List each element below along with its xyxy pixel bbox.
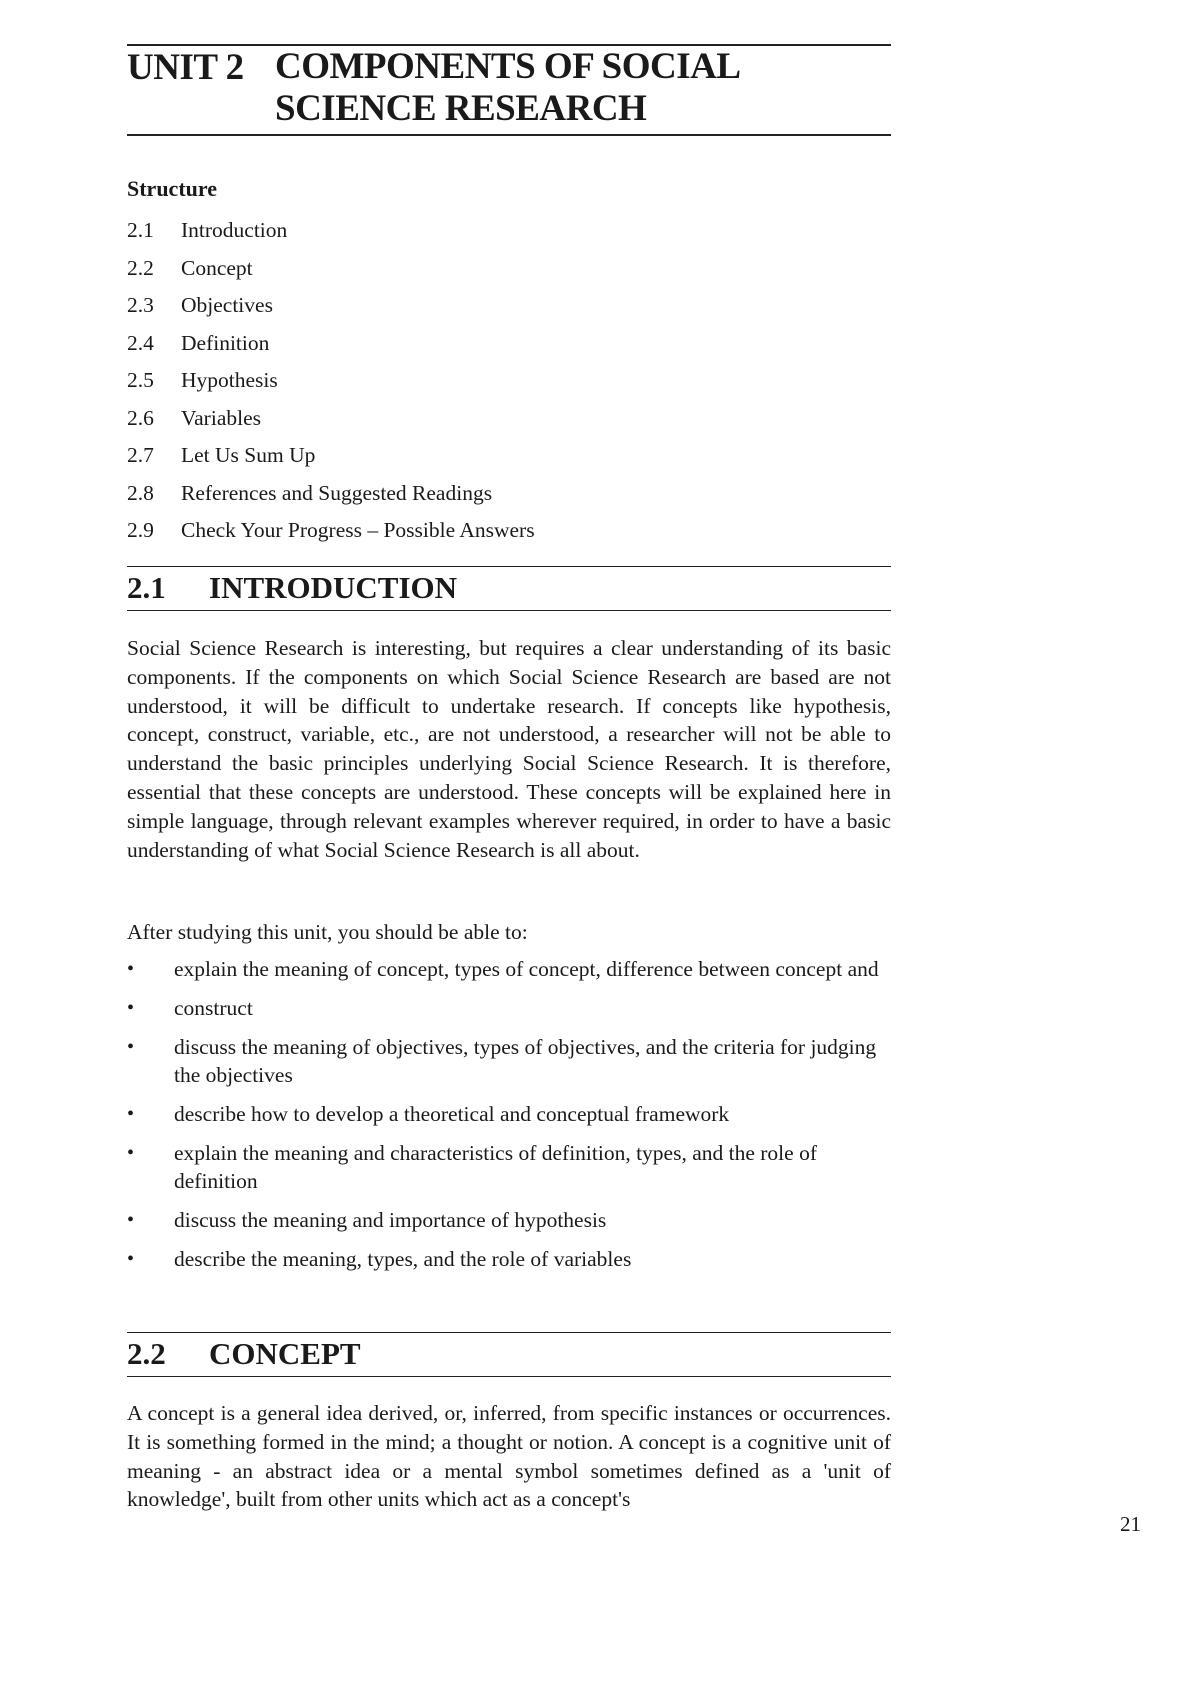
section-title: CONCEPT: [209, 1336, 361, 1371]
objective-text: explain the meaning of concept, types of concept, difference between concept and: [174, 957, 879, 981]
objective-item: [127, 1100, 891, 1128]
objective-item: [127, 1033, 891, 1089]
structure-item-number: 2.4: [127, 330, 154, 355]
bullet-icon: •: [127, 1036, 135, 1058]
title-bottom-rule: [127, 134, 891, 136]
bullet-icon: •: [127, 958, 135, 980]
objective-text: discuss the meaning and importance of hypothesis: [174, 1208, 607, 1232]
objectives-lead: After studying this unit, you should be able to:: [127, 920, 528, 944]
bullet-icon: •: [127, 1142, 135, 1164]
objective-text: explain the meaning and characteristics of definition, types, and the role of definition: [174, 1141, 817, 1193]
section-top-rule: [127, 566, 891, 567]
structure-item: [127, 329, 535, 367]
structure-item-number: 2.9: [127, 518, 154, 542]
objective-item: [127, 1206, 891, 1234]
section-bottom-rule: [127, 1376, 891, 1377]
unit-title-line-1: COMPONENTS OF SOCIAL: [275, 46, 741, 87]
introduction-paragraph: Social Science Research is interesting, but requires a clear understanding of its basic components. If the components on which Social Science Research are based are not understood, it will be difficult to undertake research. If concepts like hypothesis, concept, construct, variable, etc., are not understood, a researcher will not be able to understand the basic principles underlying Social Science Research. It is therefore, essential that these concepts are understood. These concepts will be explained here in simple language, through relevant examples wherever required, in order to have a basic understanding of what Social Science Research is all about.: [127, 636, 891, 862]
concept-paragraph: A concept is a general idea derived, or, inferred, from specific instances or occurrences. It is something formed in the mind; a thought or notion. A concept is a cognitive unit of meaning - an abstract idea or a mental symbol sometimes defined as a 'unit of knowledge', built from other units which act as a concept's: [127, 1401, 891, 1512]
section-title: INTRODUCTION: [209, 570, 458, 605]
objective-text: describe how to develop a theoretical and conceptual framework: [174, 1102, 730, 1126]
structure-item: [127, 404, 535, 442]
structure-item-label: Variables: [181, 405, 261, 430]
structure-item: [127, 516, 535, 554]
objective-item: [127, 994, 891, 1022]
unit-label: UNIT 2: [127, 47, 244, 88]
objective-text: construct: [174, 996, 253, 1020]
objective-text: describe the meaning, types, and the role of variables: [174, 1247, 632, 1271]
structure-item-number: 2.8: [127, 480, 154, 505]
structure-item-label: Hypothesis: [181, 368, 278, 392]
structure-item-number: 2.6: [127, 405, 154, 430]
structure-item-number: 2.2: [127, 255, 154, 280]
section-number: 2.1: [127, 570, 166, 605]
structure-item-label: Check Your Progress – Possible Answers: [181, 518, 535, 542]
structure-item: [127, 366, 535, 404]
structure-item-label: Introduction: [181, 218, 288, 242]
structure-item: [127, 216, 535, 254]
structure-item-label: Definition: [181, 330, 270, 355]
structure-item-number: 2.5: [127, 368, 154, 392]
section-heading-introduction: [127, 570, 457, 606]
bullet-icon: •: [127, 1209, 135, 1231]
section-bottom-rule: [127, 610, 891, 611]
section-number: 2.2: [127, 1336, 166, 1371]
structure-item-number: 2.7: [127, 443, 154, 467]
objective-item: [127, 1245, 891, 1273]
unit-title-line-2: SCIENCE RESEARCH: [275, 88, 647, 129]
structure-item: [127, 291, 535, 329]
bullet-icon: •: [127, 1103, 135, 1125]
structure-item-label: Concept: [181, 255, 253, 280]
objective-item: [127, 1139, 891, 1195]
objectives-list: [127, 955, 891, 1284]
structure-item-number: 2.1: [127, 218, 154, 242]
bullet-icon: •: [127, 997, 135, 1019]
structure-item: [127, 441, 535, 479]
section-top-rule: [127, 1332, 891, 1333]
structure-item-label: Let Us Sum Up: [181, 443, 316, 467]
structure-list: [127, 216, 535, 554]
bullet-icon: •: [127, 1248, 135, 1270]
structure-item-number: 2.3: [127, 293, 154, 317]
page-number: 21: [1120, 1512, 1141, 1536]
unit-title: [275, 46, 895, 130]
section-heading-concept: [127, 1336, 361, 1372]
objective-item: [127, 955, 891, 983]
structure-heading: Structure: [127, 176, 218, 201]
structure-item-label: References and Suggested Readings: [181, 480, 493, 505]
structure-item-label: Objectives: [181, 293, 273, 317]
objective-text: discuss the meaning of objectives, types of objectives, and the criteria for judging the objectives: [174, 1035, 877, 1087]
structure-item: [127, 254, 535, 292]
structure-item: [127, 479, 535, 517]
